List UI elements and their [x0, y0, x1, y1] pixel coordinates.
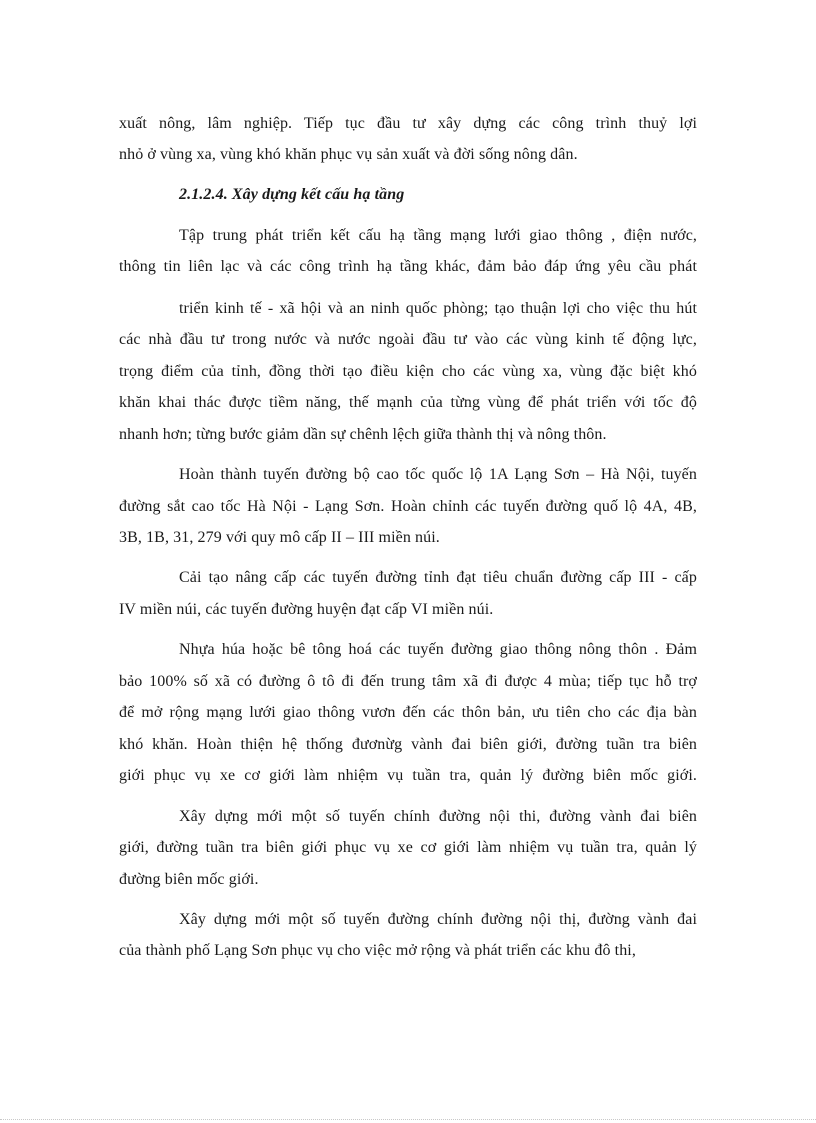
body-line: triển kinh tế - xã hội và an ninh quốc phòng; tạo thuận lợi cho việc thu hút: [179, 300, 697, 317]
body-line: thông tin liên lạc và các công trình hạ tầng khác, đảm bảo đáp ứng yêu cầu phát: [119, 258, 697, 275]
body-line: nhỏ ở vùng xa, vùng khó khăn phục vụ sản xuất và đời sống nông dân.: [119, 146, 578, 163]
body-line: Xây dựng mới một số tuyến đường chính đường nội thị, đường vành đai: [179, 911, 697, 928]
body-line: khăn khai thác được tiềm năng, thế mạnh của từng vùng để phát triển với tốc độ: [119, 394, 697, 411]
body-line: xuất nông, lâm nghiệp. Tiếp tục đầu tư xây dựng các công trình thuỷ lợi: [119, 115, 697, 132]
body-line: giới, đường tuần tra biên giới phục vụ xe cơ giới làm nhiệm vụ tuần tra, quản lý: [119, 839, 697, 856]
body-line: nhanh hơn; từng bước giảm dần sự chênh lệch giữa thành thị và nông thôn.: [119, 426, 607, 443]
body-line: đường sắt cao tốc Hà Nội - Lạng Sơn. Hoàn chỉnh các tuyến đường quố lộ 4A, 4B,: [119, 498, 697, 515]
body-line: khó khăn. Hoàn thiện hệ thống đươnừg vành đai biên giới, đường tuần tra biên: [119, 736, 697, 753]
body-line: IV miền núi, các tuyến đường huyện đạt cấp VI miền núi.: [119, 601, 494, 618]
body-line: Cải tạo nâng cấp các tuyến đường tỉnh đạt tiêu chuẩn đường cấp III - cấp: [179, 569, 697, 586]
body-line: giới phục vụ xe cơ giới làm nhiệm vụ tuần tra, quản lý đường biên mốc giới.: [119, 767, 697, 784]
page-bottom-divider: [0, 1119, 816, 1120]
body-line: đường biên mốc giới.: [119, 871, 259, 888]
body-line: để mở rộng mạng lưới giao thông vươn đến các thôn bản, ưu tiên cho các địa bàn: [119, 704, 697, 721]
body-line: Nhựa húa hoặc bê tông hoá các tuyến đường giao thông nông thôn . Đảm: [179, 641, 697, 658]
body-line: trọng điểm của tỉnh, đồng thời tạo điều kiện cho các vùng xa, vùng đặc biệt khó: [119, 363, 697, 380]
body-line: Hoàn thành tuyến đường bộ cao tốc quốc lộ 1A Lạng Sơn – Hà Nội, tuyến: [179, 466, 697, 483]
body-line: Tập trung phát triển kết cấu hạ tầng mạng lưới giao thông , điện nước,: [179, 227, 697, 244]
body-line: các nhà đầu tư trong nước và nước ngoài đầu tư vào các vùng kinh tế động lực,: [119, 331, 697, 348]
body-line: 3B, 1B, 31, 279 với quy mô cấp II – III miền núi.: [119, 529, 440, 546]
body-line: của thành phố Lạng Sơn phục vụ cho việc mở rộng và phát triển các khu đô thi,: [119, 942, 636, 959]
body-line: Xây dựng mới một số tuyến chính đường nội thi, đường vành đai biên: [179, 808, 697, 825]
body-line: bảo 100% số xã có đường ô tô đi đến trung tâm xã đi được 4 mùa; tiếp tục hỗ trợ: [119, 673, 697, 690]
section-heading: 2.1.2.4. Xây dựng kết cấu hạ tầng: [179, 186, 405, 203]
